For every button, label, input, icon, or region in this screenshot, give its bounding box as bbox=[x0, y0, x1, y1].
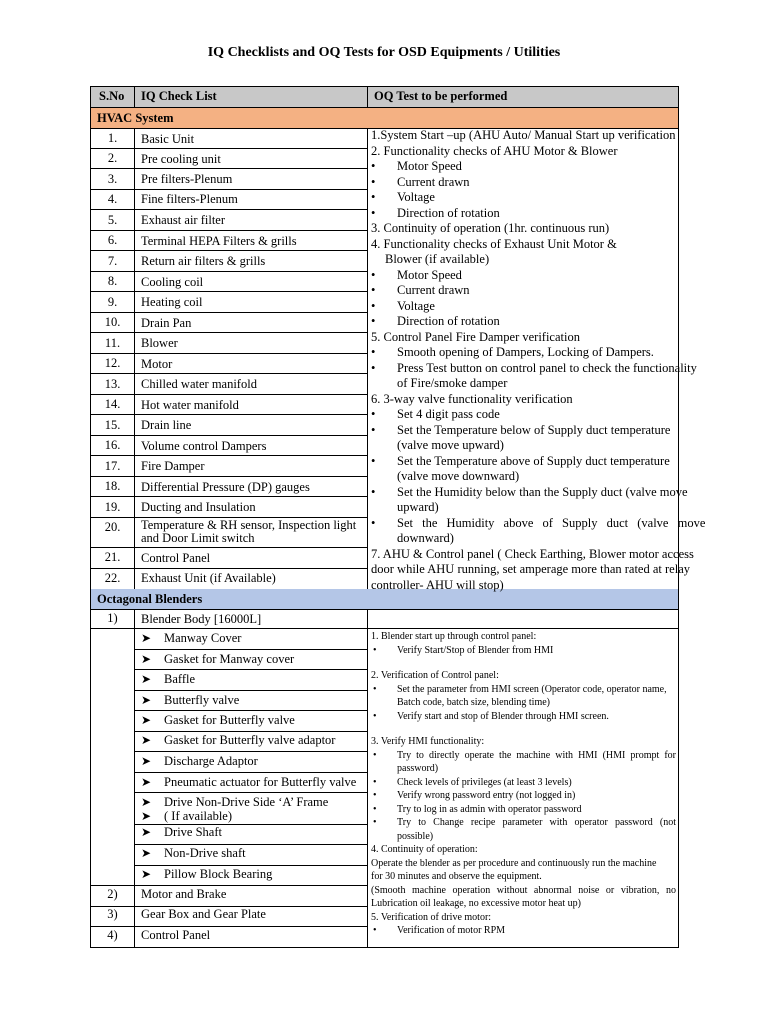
oq-bullet: • Set the Temperature above of Supply duct temperature bbox=[371, 454, 676, 470]
row-number: 20. bbox=[104, 520, 121, 534]
iq-item: Control Panel bbox=[141, 928, 211, 942]
oq-bullet: • Press Test button on control panel to check the functionality bbox=[371, 361, 676, 377]
oq-bullet: • Smooth opening of Dampers, Locking of Dampers. bbox=[371, 345, 676, 361]
oq-bullet: • Voltage bbox=[371, 190, 676, 206]
iq-item: Drain line bbox=[141, 418, 192, 432]
oq-bullet: • Set the Humidity above of Supply duct (valve move bbox=[371, 516, 676, 532]
oq-line: controller- AHU will stop) bbox=[371, 577, 504, 592]
section-title: HVAC System bbox=[97, 111, 174, 125]
iq-item: Motor bbox=[141, 357, 173, 371]
iq-item: Exhaust Unit (if Available) bbox=[141, 571, 276, 585]
iq-item: Temperature & RH sensor, Inspection light and Door Limit switch bbox=[141, 518, 357, 545]
oq-line: (valve move downward) bbox=[397, 469, 520, 483]
row-number: 1) bbox=[107, 611, 118, 625]
column-divider bbox=[367, 610, 368, 948]
iq-item: Return air filters & grills bbox=[141, 254, 266, 268]
iq-item: Chilled water manifold bbox=[141, 377, 257, 391]
row-number: 4) bbox=[107, 928, 118, 942]
oq-bullet: • Try to directly operate the machine with HMI (HMI prompt for bbox=[371, 749, 676, 763]
row-number: 5. bbox=[107, 213, 118, 227]
column-divider bbox=[134, 129, 135, 589]
row-number: 8. bbox=[107, 274, 118, 288]
oq-line: of Fire/smoke damper bbox=[397, 376, 508, 390]
iq-item: Cooling coil bbox=[141, 275, 204, 289]
oq-line: 2. Functionality checks of AHU Motor & Blower bbox=[371, 143, 618, 158]
oq-line: door while AHU running, set amperage more than rated at relay bbox=[371, 562, 690, 576]
iq-item: Fine filters-Plenum bbox=[141, 192, 238, 206]
iq-item: Ducting and Insulation bbox=[141, 500, 256, 514]
column-divider bbox=[367, 129, 368, 589]
column-divider bbox=[134, 87, 135, 108]
row-number: 3. bbox=[107, 172, 118, 186]
row-number: 6. bbox=[107, 233, 118, 247]
iq-item: Motor and Brake bbox=[141, 887, 227, 901]
oq-line: 7. AHU & Control panel ( Check Earthing, Blower motor access bbox=[371, 546, 694, 561]
oq-line: (valve move upward) bbox=[397, 438, 504, 452]
row-number: 21. bbox=[104, 550, 121, 564]
row-number: 11. bbox=[104, 336, 121, 350]
oq-bullet: • Voltage bbox=[371, 299, 676, 315]
iq-item: Pre cooling unit bbox=[141, 152, 221, 166]
oq-bullet: • Current drawn bbox=[371, 283, 676, 299]
oq-bullet: • Verify wrong password entry (not logged in) bbox=[371, 789, 676, 803]
document-title: IQ Checklists and OQ Tests for OSD Equipments / Utilities bbox=[207, 45, 561, 60]
oq-bullet: • Verification of motor RPM bbox=[371, 924, 676, 938]
oq-bullet: • Direction of rotation bbox=[371, 206, 676, 222]
oq-bullet: • Current drawn bbox=[371, 175, 676, 191]
row-number: 3) bbox=[107, 907, 118, 921]
oq-line: for 30 minutes and observe the equipment. bbox=[371, 871, 542, 882]
oq-line: upward) bbox=[397, 500, 439, 514]
column-divider bbox=[367, 87, 368, 108]
row-number: 14. bbox=[104, 397, 121, 411]
iq-item: Fire Damper bbox=[141, 459, 205, 473]
oq-line: 3. Verify HMI functionality: bbox=[371, 736, 485, 747]
oq-bullet: • Set the parameter from HMI screen (Operator code, operator name, bbox=[371, 683, 676, 697]
oq-bullet: • Set the Temperature below of Supply duct temperature bbox=[371, 423, 676, 439]
oq-line: Blower (if available) bbox=[385, 252, 490, 266]
iq-item: Drain Pan bbox=[141, 316, 192, 330]
oq-line: 4. Continuity of operation: bbox=[371, 844, 478, 855]
blender-oq-tests bbox=[371, 630, 676, 938]
row-number: 19. bbox=[104, 500, 121, 514]
oq-line: (Smooth machine operation without abnormal noise or vibration, no bbox=[371, 884, 676, 896]
oq-bullet: • Try to log in as admin with operator password bbox=[371, 803, 676, 817]
oq-line: 5. Control Panel Fire Damper verification bbox=[371, 329, 580, 344]
oq-bullet: • Verify start and stop of Blender through HMI screen. bbox=[371, 710, 676, 724]
oq-line: 2. Verification of Control panel: bbox=[371, 670, 499, 681]
oq-bullet: • Motor Speed bbox=[371, 268, 676, 284]
row-number: 1. bbox=[107, 131, 118, 145]
oq-bullet: • Check levels of privileges (at least 3 levels) bbox=[371, 776, 676, 790]
row-number: 12. bbox=[104, 356, 121, 370]
oq-line: Lubrication oil leakage, no excessive motor heat up) bbox=[371, 898, 581, 909]
row-number: 4. bbox=[107, 192, 118, 206]
oq-line: 1. Blender start up through control panel: bbox=[371, 631, 537, 642]
iq-item: Control Panel bbox=[141, 551, 211, 565]
row-number: 17. bbox=[104, 459, 121, 473]
oq-bullet: • Motor Speed bbox=[371, 159, 676, 175]
row-number: 22. bbox=[104, 571, 121, 585]
row-number: 15. bbox=[104, 418, 121, 432]
oq-line: 3. Continuity of operation (1hr. continuous run) bbox=[371, 221, 610, 235]
row-number: 7. bbox=[107, 254, 118, 268]
iq-item: Gear Box and Gear Plate bbox=[141, 907, 266, 921]
iq-item: Terminal HEPA Filters & grills bbox=[141, 234, 297, 248]
row-number: 2. bbox=[107, 151, 118, 165]
row-number: 9. bbox=[107, 295, 118, 309]
iq-item: Volume control Dampers bbox=[141, 439, 267, 453]
table-header-row bbox=[91, 87, 678, 108]
iq-item: Blender Body [16000L] bbox=[141, 612, 262, 626]
row-number: 16. bbox=[104, 438, 121, 452]
iq-item: Blower bbox=[141, 336, 178, 350]
iq-item: Pre filters-Plenum bbox=[141, 172, 233, 186]
oq-line: 4. Functionality checks of Exhaust Unit Motor & bbox=[371, 236, 617, 251]
column-divider bbox=[134, 610, 135, 948]
oq-bullet: • Set the Humidity below than the Supply duct (valve move bbox=[371, 485, 676, 501]
iq-item: Exhaust air filter bbox=[141, 213, 225, 227]
oq-bullet: • Direction of rotation bbox=[371, 314, 676, 330]
hvac-oq-tests bbox=[371, 128, 706, 593]
oq-line: possible) bbox=[397, 830, 434, 842]
iq-item: Basic Unit bbox=[141, 132, 195, 146]
oq-line: 6. 3-way valve functionality verification bbox=[371, 391, 573, 406]
iq-item: Hot water manifold bbox=[141, 398, 239, 412]
header-oq-test: OQ Test to be performed bbox=[374, 89, 508, 103]
header-iq-checklist: IQ Check List bbox=[141, 89, 217, 103]
checklist-table: S.No IQ Check List OQ Test to be performed HVAC System Octagonal Blenders 1. Basic Unit 2. Pre cooling unit 3. Pre filters-Plenum 4. Fine filters-Plenum 5. Exhaust air filter 6. Terminal HEPA Filters & grills 7. Return air filters & grills 8. Cooling coil 9. Heating coil 10. Drain Pan 11. Blower 12. Motor 13. Chilled water manifold 14. Hot water manifold 15. Drain line 16. Volume control Dampers 17. Fire Damper 18. Differential Pressure (DP) gauges 19. Ducting and Insulation 20. Temperature & RH sensor, Inspection light and Door Limit switch 21. Control Panel 22. Exhaust Unit (if Available) 1.System Start –up (AHU Auto/ Manual Start up verification 2. Functionality checks of AHU Motor & Blower • Motor Speed • Current drawn • Voltage • Direction of rotation 3. Continuity of operation (1hr. continuous run) 4. Functionality checks of Exhaust Unit Motor & Blower (if available) • Motor Speed • Current drawn • Voltage • Direction of rotation 5. Control Panel Fire Damper verification • Smooth opening of Dampers, Locking of Dampers. • Press Test button on control panel to check the functionality of Fire/smoke damper 6. 3-way valve functionality verification • Set 4 digit pass code • Set the Temperature below of Supply duct temperature (valve move upward) • Set the Temperature above of Supply duct temperature (valve move downward) • Set the Humidity below than the Supply duct (valve move upward) • Set the Humidity above of Supply duct (valve move downward) 7. AHU & Control panel ( Check Earthing, Blower motor access door while AHU running, set amperage more than rated at relay controller- AHU will stop) 1) Blender Body [16000L] ➤ Manway Cover ➤ Gasket for Manway cover ➤ Baffle ➤ Butterfly valve ➤ Gasket for Butterfly valve ➤ Gasket for Butterfly valve adaptor ➤ Discharge Adaptor ➤ Pneumatic actuator for Butterfly valve ➤ Drive Non-Drive Side ‘A’ Frame ➤ ( If available) ➤ Drive Shaft ➤ Non-Drive shaft ➤ Pillow Block Bearing 2) Motor and Brake 3) Gear Box and Gear Plate 4) Control Panel 1. Blender start up through control panel: • Verify Start/Stop of Blender from HMI 2. Verification of Control panel: • Set the parameter from HMI screen (Operator code, operator name, Batch code, batch size, blending time) • Verify start and stop of Blender through HMI screen. 3. Verify HMI functionality: • Try to directly operate the machine with HMI (HMI prompt for password) • Check levels of privileges (at least 3 levels) • Verify wrong password entry (not logged in) • Try to log in as admin with operator password • Try to Change recipe parameter with operator password (not possible) 4. Continuity of operation: Operate the blender as per procedure and continuously run the machine for 30 minutes and observe the equipment. (Smooth machine operation without abnormal noise or vibration, no Lubrication oil leakage, no excessive motor heat up) 5. Verification of drive motor: • Verification of motor RPM bbox=[90, 86, 679, 948]
oq-line: 5. Verification of drive motor: bbox=[371, 911, 492, 923]
oq-line: 1.System Start –up (AHU Auto/ Manual Start up verification bbox=[371, 128, 676, 142]
oq-line: password) bbox=[397, 763, 439, 774]
oq-bullet: • Verify Start/Stop of Blender from HMI bbox=[371, 644, 676, 658]
oq-bullet: • Set 4 digit pass code bbox=[371, 407, 676, 423]
section-hvac-system bbox=[91, 108, 678, 129]
row-number: 13. bbox=[104, 377, 121, 391]
iq-item: Heating coil bbox=[141, 295, 203, 309]
row-number: 10. bbox=[104, 315, 121, 329]
oq-line: Operate the blender as per procedure and continuously run the machine bbox=[371, 857, 657, 869]
header-sno: S.No bbox=[99, 89, 125, 103]
row-number: 2) bbox=[107, 887, 118, 901]
row-number: 18. bbox=[104, 479, 121, 493]
section-title: Octagonal Blenders bbox=[97, 592, 203, 606]
iq-item: Differential Pressure (DP) gauges bbox=[141, 480, 310, 494]
oq-line: Batch code, batch size, blending time) bbox=[397, 697, 551, 708]
oq-line: downward) bbox=[397, 531, 454, 545]
oq-bullet: • Try to Change recipe parameter with operator password (not bbox=[371, 816, 676, 830]
